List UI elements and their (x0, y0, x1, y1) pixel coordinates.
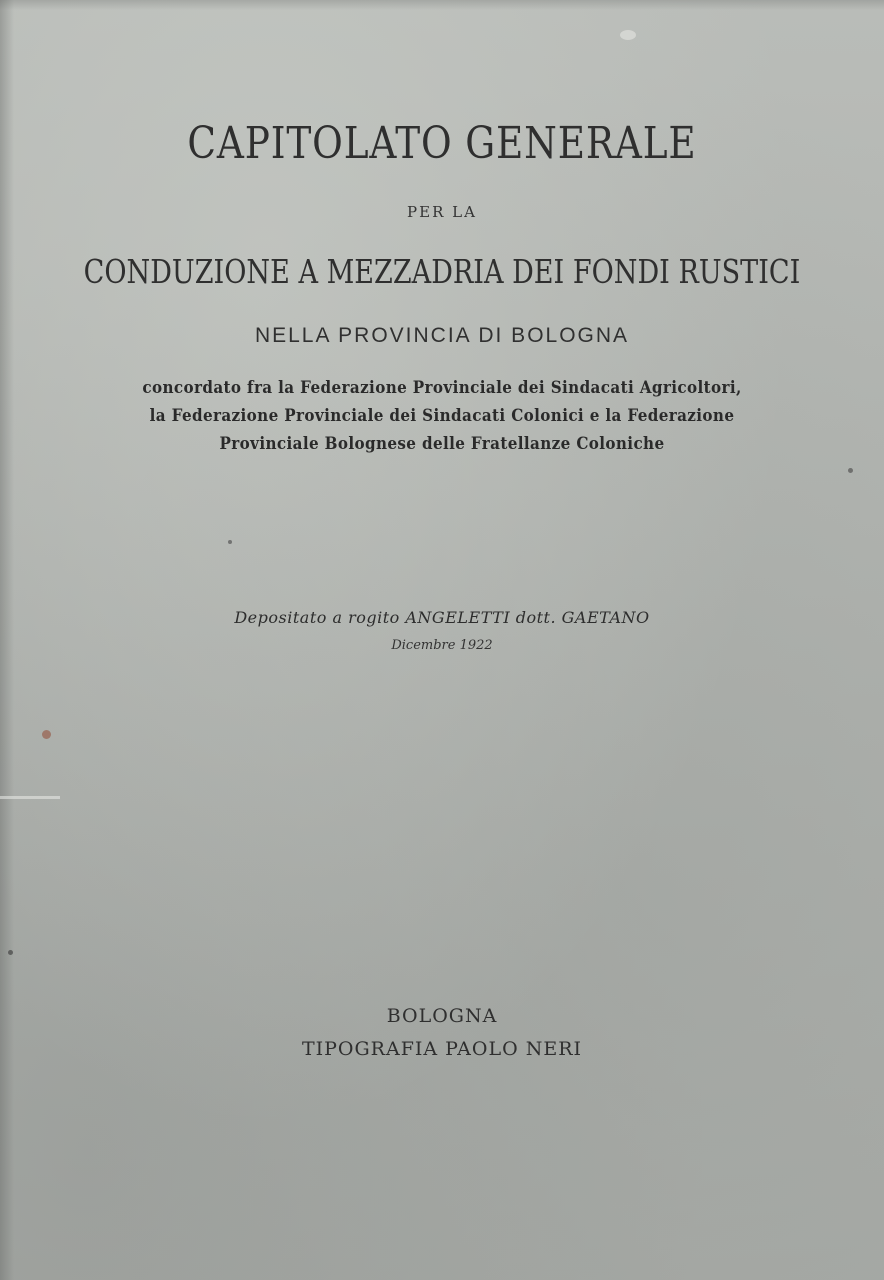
agreement-line: Provinciale Bolognese delle Fratellanze Coloniche (219, 434, 665, 453)
paper-crease (0, 796, 60, 799)
agreement-line: la Federazione Provinciale dei Sindacati Colonici e la Federazione (149, 406, 735, 425)
publication-city: BOLOGNA (386, 1005, 498, 1027)
agreement-line: concordato fra la Federazione Provinciale dei Sindacati Agricoltori, (142, 378, 742, 397)
deposit-note: Depositato a rogito ANGELETTI dott. GAETANO (234, 608, 650, 627)
title-connector: PER LA (407, 203, 477, 221)
printer-name: TIPOGRAFIA PAOLO NERI (301, 1038, 583, 1060)
paper-wear-mark (620, 30, 636, 40)
province-line: NELLA PROVINCIA DI BOLOGNA (254, 324, 630, 347)
deposit-date: Dicembre 1922 (391, 638, 493, 653)
paper-speck (8, 950, 13, 955)
paper-speck (228, 540, 232, 544)
paper-speck (848, 468, 853, 473)
page-top-shadow (0, 0, 884, 10)
agreement-paragraph (0, 374, 884, 458)
paper-stain (42, 730, 51, 739)
document-subtitle: CONDUZIONE A MEZZADRIA DEI FONDI RUSTICI (83, 252, 801, 291)
document-title: CAPITOLATO GENERALE (187, 118, 697, 169)
